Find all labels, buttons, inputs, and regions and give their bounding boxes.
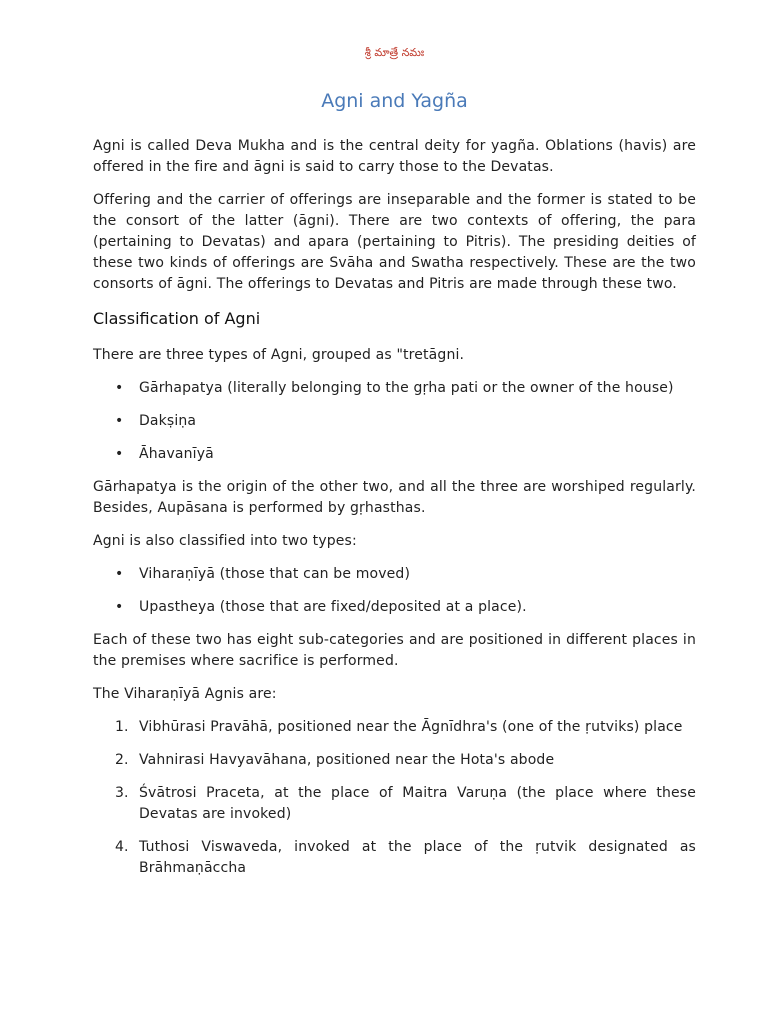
list-item-text: Āhavanīyā bbox=[139, 446, 214, 462]
bullet-icon: • bbox=[115, 566, 124, 582]
intro-paragraph-1: Agni is called Deva Mukha and is the central deity for yagña. Oblations (havis) are offered in the fire and āgni is said to carry those to the Devatas. bbox=[93, 138, 696, 175]
list-item-text: Gārhapatya (literally belonging to the gṛha pati or the owner of the house) bbox=[139, 380, 674, 396]
numbered-item bbox=[115, 717, 696, 738]
viharaniya-list bbox=[93, 717, 696, 879]
list-item-text: Viharaṇīyā (those that can be moved) bbox=[139, 566, 411, 582]
numbered-item-text: Vibhūrasi Pravāhā, positioned near the Āgnīdhra's (one of the ṛutviks) place bbox=[139, 719, 683, 735]
numbered-item-text: Śvātrosi Praceta, at the place of Maitra Varuṇa (the place where these Devatas are invoked) bbox=[139, 785, 696, 822]
numbered-item bbox=[115, 837, 696, 879]
list-item bbox=[115, 564, 696, 585]
numbered-item-text: Tuthosi Viswaveda, invoked at the place of the ṛutvik designated as Brāhmaṇāccha bbox=[139, 839, 696, 876]
two-types-list bbox=[93, 564, 696, 618]
document-body bbox=[93, 136, 696, 891]
bullet-icon: • bbox=[115, 380, 124, 396]
numbered-item-text: Vahnirasi Havyavāhana, positioned near the Hota's abode bbox=[139, 752, 555, 768]
list-item-text: Dakṣiṇa bbox=[139, 413, 197, 429]
item-number: 3. bbox=[115, 785, 129, 801]
list-item bbox=[115, 378, 696, 399]
two-types-lead: Agni is also classified into two types: bbox=[93, 533, 357, 549]
section-heading-classification: Classification of Agni bbox=[93, 309, 261, 328]
list-item bbox=[115, 597, 696, 618]
viharaniya-lead: The Viharaṇīyā Agnis are: bbox=[93, 686, 277, 702]
numbered-item bbox=[115, 750, 696, 771]
page-title: Agni and Yagña bbox=[321, 90, 468, 112]
item-number: 1. bbox=[115, 719, 129, 735]
intro-paragraph-2: Offering and the carrier of offerings are inseparable and the former is stated to be the consort of the latter (āgni). There are two contexts of offering, the para (pertaining to Devatas) and apara (pertaining to Pitris). The presiding deities of these two kinds of offerings are Svāha and Swatha respectively. These are the two consorts of āgni. The offerings to Devatas and Pitris are made through these two. bbox=[93, 192, 696, 292]
subcategories-paragraph: Each of these two has eight sub-categories and are positioned in different places in the premises where sacrifice is performed. bbox=[93, 632, 696, 669]
tretagni-list bbox=[93, 378, 696, 465]
list-item bbox=[115, 411, 696, 432]
garhapatya-paragraph: Gārhapatya is the origin of the other two, and all the three are worshiped regularly. Besides, Aupāsana is performed by gṛhasthas. bbox=[93, 479, 696, 516]
numbered-item bbox=[115, 783, 696, 825]
bullet-icon: • bbox=[115, 413, 124, 429]
tretagni-lead: There are three types of Agni, grouped as "tretāgni. bbox=[93, 347, 465, 363]
list-item-text: Upastheya (those that are fixed/deposited at a place). bbox=[139, 599, 527, 615]
bullet-icon: • bbox=[115, 599, 124, 615]
item-number: 4. bbox=[115, 839, 129, 855]
invocation-line: శ్రీ మాత్రే నమః bbox=[364, 46, 425, 59]
item-number: 2. bbox=[115, 752, 129, 768]
list-item bbox=[115, 444, 696, 465]
bullet-icon: • bbox=[115, 446, 124, 462]
